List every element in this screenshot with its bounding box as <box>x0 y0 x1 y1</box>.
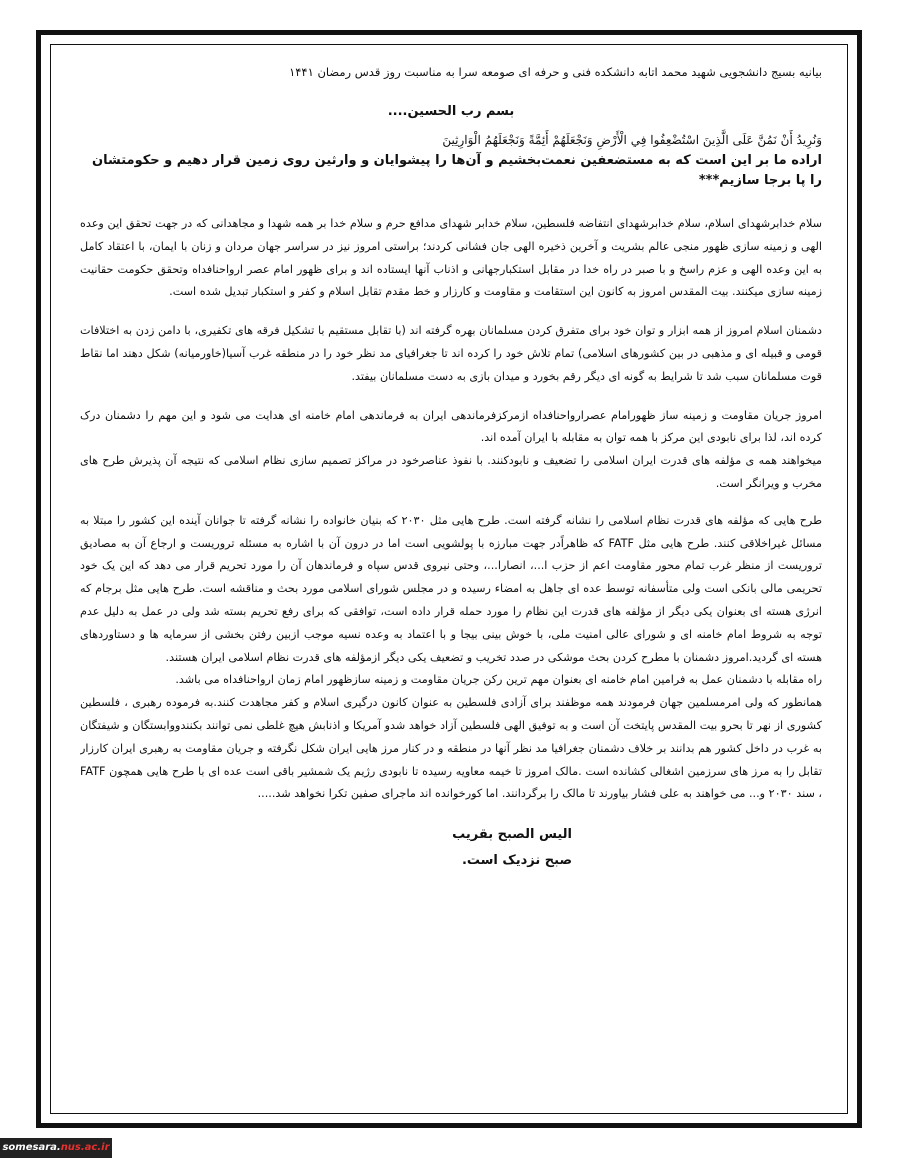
site-domain: nus.ac.ir <box>60 1142 110 1153</box>
paragraph-5: طرح هایی که مؤلفه های قدرت نظام اسلامی را نشانه گرفته است. طرح هایی مثل ۲۰۳۰ که بنیان خانواده را نشانه گرفته تا جوانان آینده این کشور را مبتلا به مسائل غیراخلاقی کنند. طرح هایی مثل FATF که ظاهراًدر جهت مبارزه با پولشویی است اما در درون آن با اشاره به مسئله تروریست و ارجاع آن به مصادیق تروریست از منظر غرب تمام محور مقاومت اعم از حزب ا...، انصارا...، وحتی نیروی قدس سپاه و فرماندهان آن را مورد تحریم قرار می دهد که این یک خود تحریمی مالی بانکی است ولی متأسفانه توسط عده ای جاهل به امضاء رسیده و در مجلس شورای اسلامی مورد بحث و مناقشه است. طرح هایی مثل برجام که انرژی هسته ای بعنوان یکی دیگر از مؤلفه های قدرت این نظام را مورد حمله قرار داده است، توافقی که برای رفع تحریم بسته شد ولی در عمل به دلیل عدم توجه به شروط امام خامنه ای و شورای عالی امنیت ملی، با خوش بینی بیجا و با اعتماد به وعده نسیه موجب ازبین رفتن بخشی از سرمایه ها و دستاوردهای هسته ای گردید.امروز دشمنان با مطرح کردن بحث موشکی در صدد تخریب و تضعیف یکی دیگر ازمؤلفه های قدرت نظام اسلامی ایران هستند. <box>80 513 822 664</box>
paragraph-6: راه مقابله با دشمنان عمل به فرامین امام خامنه ای بعنوان مهم ترین رکن جریان مقاومت و زمینه سازظهور امام زمان ارواحنافداه می باشد. <box>175 673 822 687</box>
paragraph-2: دشمنان اسلام امروز از همه ابزار و توان خود برای متفرق کردن مسلمانان بهره گرفته اند (با تقابل مستقیم با تشکیل فرقه های تکفیری، با دامن زدن به اختلافات قومی و قبیله ای و مذهبی در بین کشورهای اسلامی) تمام تلاش خود را کرده اند تا جغرافیای مد نظر خود را در منطقه غرب آسیا(خاورمیانه) شکل دهند اما نقاط قوت مسلمانان سبب شد تا شرایط به گونه ای دیگر رقم بخورد و میدان بازی به دست مسلمانان بیفتد. <box>80 324 822 383</box>
quran-verse: وَنُرِيدُ أَنْ نَمُنَّ عَلَى الَّذِينَ اسْتُضْعِفُوا فِي الْأَرْضِ وَنَجْعَلَهُمْ أَئِمَّةً وَنَجْعَلَهُمُ الْوَارِثِينَ <box>442 133 822 147</box>
paragraph-7: همانطور که ولی امرمسلمین جهان فرمودند همه موظفند برای آزادی فلسطین به عنوان کانون درگیری اسلام و کفر مجاهدت کنند.به فرموده رهبری ، فلسطین کشوری از نهر تا بحرو بیت المقدس پایتخت آن است و به توفیق الهی فلسطین آزاد خواهد شدو آمریکا و اذنابش هیچ غلطی نمی توانند بکنندووابستگان و شیفتگان به غرب در داخل کشور هم بدانند بر خلاف دشمنان جغرافیا مد نظر آنها در منطقه و در کنار مرز هایی ایران شکل نگرفته و جریان مقاومت به رهبری ایران کارزار تقابل را به مرز های سرزمین اشغالی کشانده است .مالک امروز تا خیمه معاویه رسیده تا نابودی رژیم یک شمشیر باقی است عده ای با طرح هایی همچون FATF ، سند ۲۰۳۰ و... می خواهند به علی فشار بیاورند تا مالک را برگردانند. اما کورخوانده اند ماجرای صفین تکرا نخواهد شد..... <box>80 696 822 801</box>
statement-header: بیانیه بسیج دانشجویی شهید محمد اتابه دانشکده فنی و حرفه ای صومعه سرا به مناسبت روز قدس رمضان ۱۴۴۱ <box>289 65 822 79</box>
site-name: somesara. <box>2 1142 61 1153</box>
closing-line-2: صبح نزدیک است. <box>461 853 572 869</box>
statement-body <box>80 62 822 1102</box>
closing-signature <box>80 822 822 874</box>
paragraph-3: امروز جریان مقاومت و زمینه ساز ظهورامام عصرارواحنافداه ازمرکزفرماندهی ایران به فرماندهی امام خامنه ای هدایت می شود و این مهم را دشمنان درک کرده اند، لذا برای نابودی این مرکز با همه توان به مقابله با ایران آمده اند. <box>80 408 822 445</box>
paragraph-4: میخواهند همه ی مؤلفه های قدرت ایران اسلامی را تضعیف و نابودکنند. با نفوذ عناصرخود در مراکز تصمیم سازی نظام اسلامی که نتیجه آن پذیرش طرح های مخرب و ویرانگر است. <box>80 454 822 490</box>
basmala: بسم رب الحسین.... <box>387 104 515 119</box>
site-watermark <box>0 1138 112 1158</box>
paragraph-1: سلام خدابرشهدای اسلام، سلام خدابرشهدای انتفاضه فلسطین، سلام خدابر شهدای مدافع حرم و سلام خدا بر همه شهدا و مجاهدانی که در جهت تحقق این وعده الهی و زمینه سازی ظهور منجی عالم بشریت و آخرین ذخیره الهی جان فشانی کردند؛ براستی امروز نیز در سراسر جهان مردان و زنان با ایمان، با اعتقاد کامل به این وعده الهی و عزم راسخ و با صبر در راه خدا در مقابل استکبارجهانی و اذناب آنها ایستاده اند و برای ظهور امام عصر ارواحنافداه وتحقق حکومت حقانیت زمینه سازی میکنند. بیت المقدس امروز به کانون این استقامت و مقاومت و کارزار و خط مقدم تقابل اسلام و کفر و استکبار تبدیل شده است. <box>80 217 822 299</box>
verse-translation: اراده ما بر این است که به مستضعفین نعمت‌بخشیم و آن‌ها را پیشوایان و وارثین روی زمین قرار دهیم و حکومتشان را پا برجا سازیم*** <box>92 153 822 188</box>
closing-line-1: الیس الصبح بقریب <box>452 827 572 843</box>
